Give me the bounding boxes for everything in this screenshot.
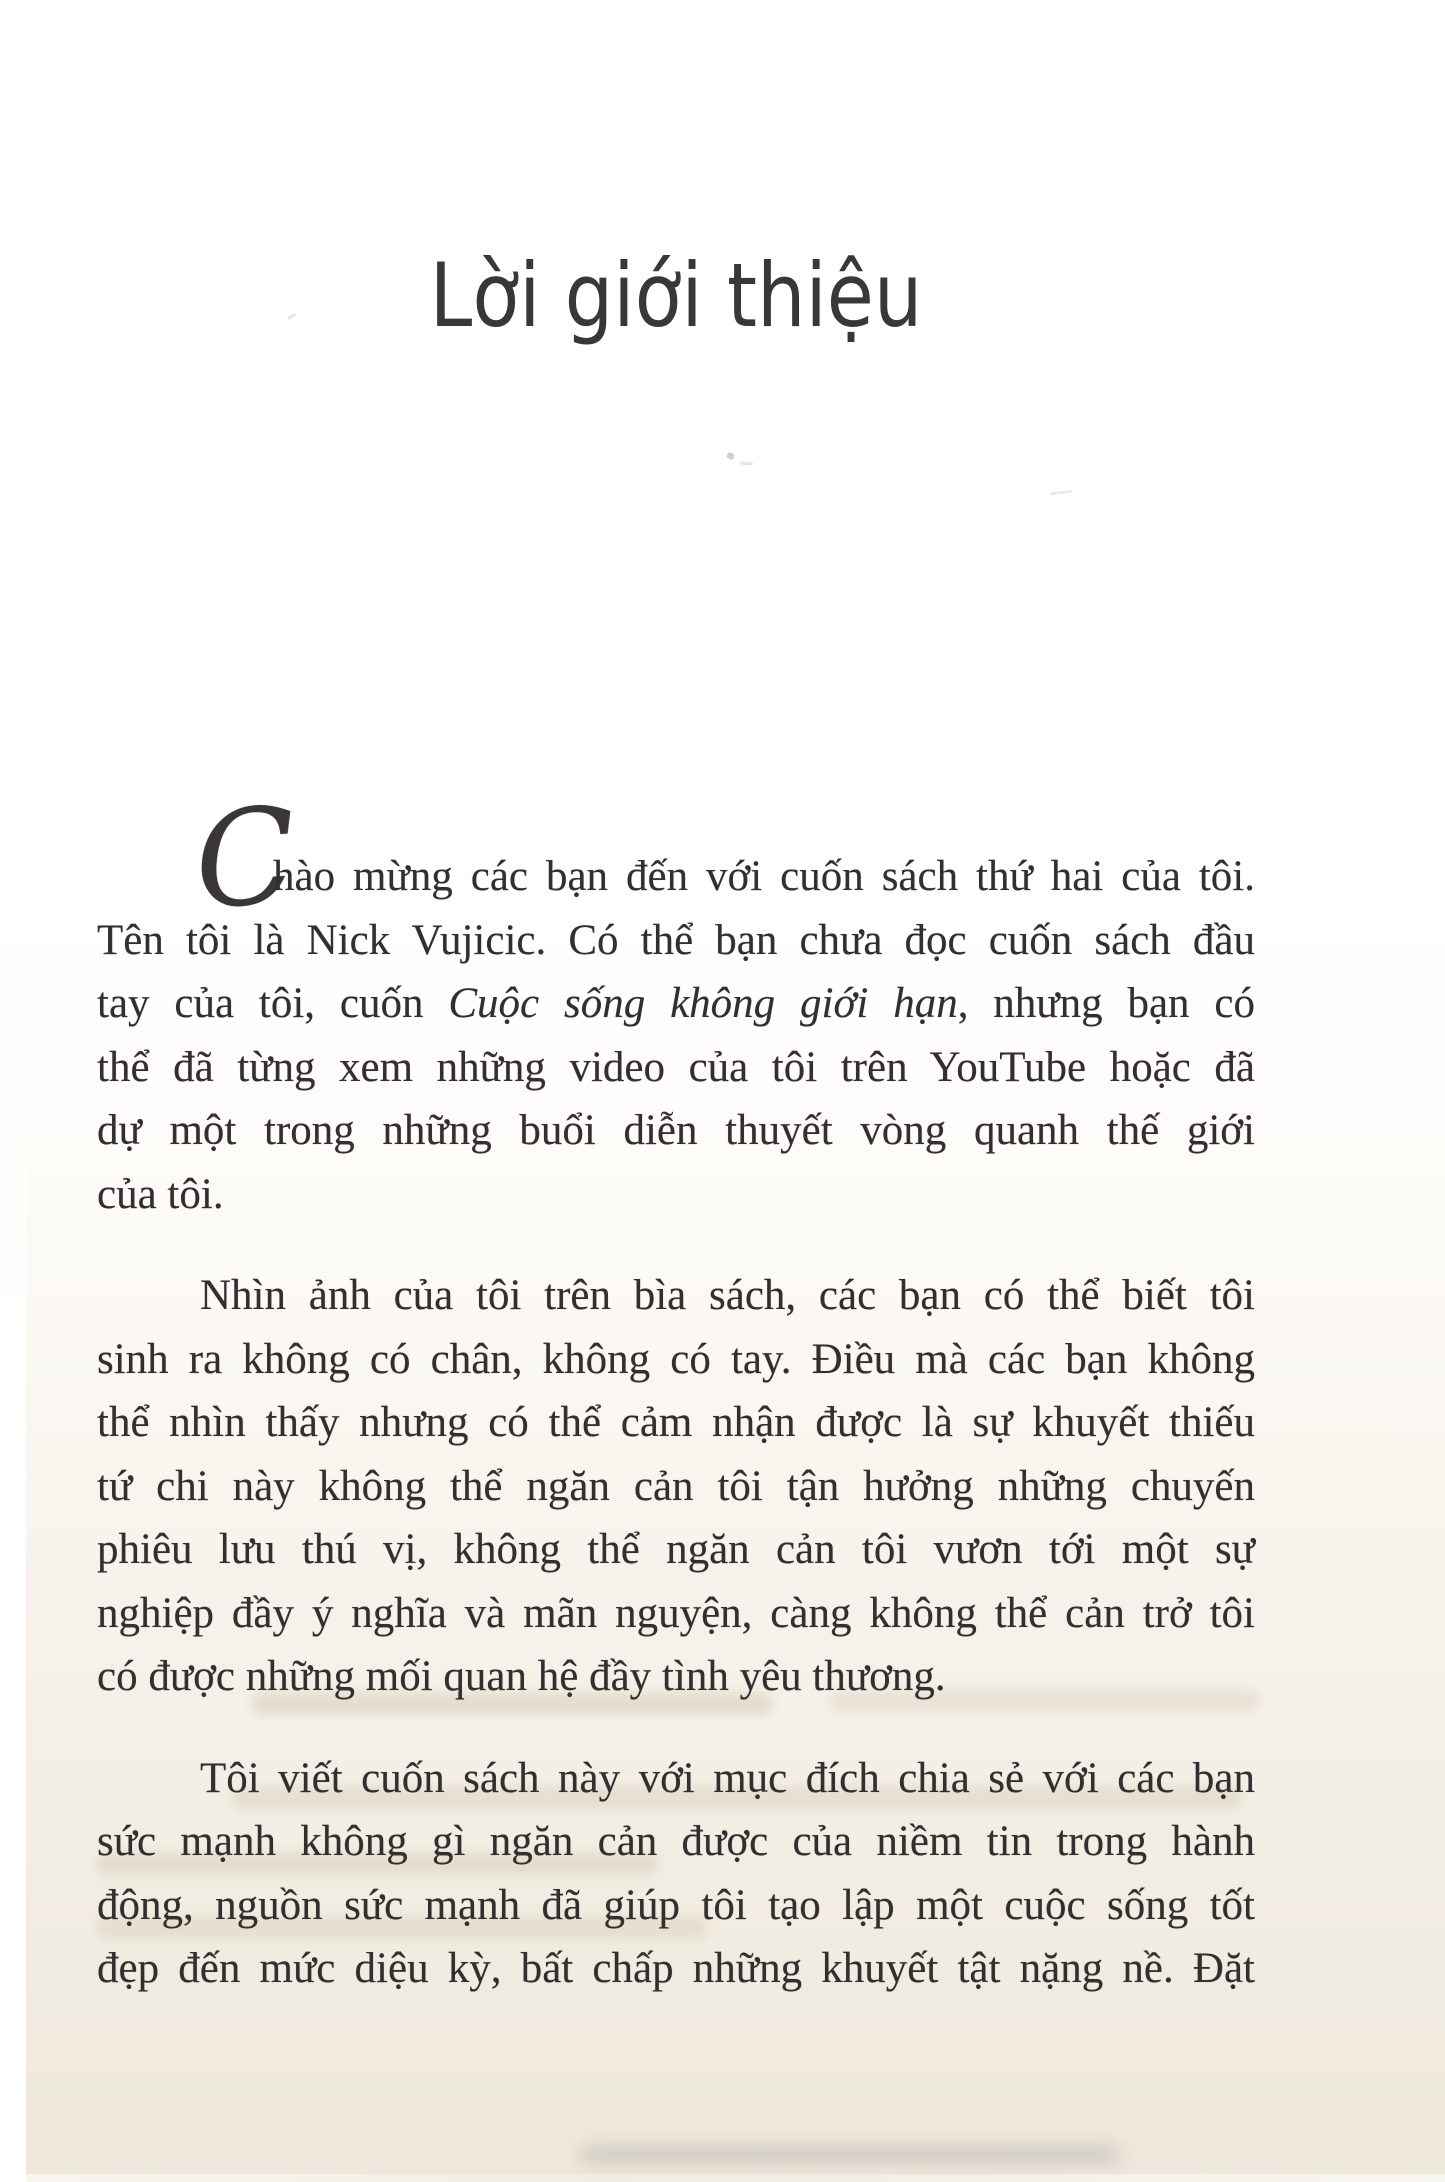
text-line [97, 909, 1255, 973]
text-segment: động, nguồn sức mạnh đã giúp tôi tạo lập một cuộc sống tốt [97, 1881, 1255, 1929]
paragraph [97, 1264, 1255, 1709]
text-line [97, 1391, 1255, 1455]
text-line [97, 1099, 1255, 1163]
dropcap-letter: C [189, 778, 302, 940]
text-line [97, 845, 1255, 909]
paragraph [97, 845, 1255, 1226]
book-title-italic: Cuộc sống không giới hạn [448, 980, 958, 1027]
text-segment: , nhưng bạn có [957, 980, 1255, 1027]
text-line [97, 1747, 1255, 1811]
bleed-through-mark [580, 2146, 1120, 2163]
text-segment: của tôi. [97, 1170, 224, 1218]
text-segment: tay của tôi, cuốn [97, 980, 449, 1027]
text-segment: hào mừng các bạn đến với cuốn sách thứ hai của tôi. [273, 853, 1255, 900]
text-line [97, 1264, 1255, 1328]
text-line [97, 1455, 1255, 1519]
text-segment: thể nhìn thấy nhưng có thể cảm nhận được là sự khuyết thiếu [97, 1399, 1255, 1446]
text-segment: nghiệp đầy ý nghĩa và mãn nguyện, càng không thể cản trở tôi [97, 1589, 1255, 1637]
scan-edge-left [0, 873, 26, 2182]
body-text [97, 778, 1255, 2001]
text-line [97, 1645, 1255, 1709]
text-segment: có được những mối quan hệ đầy tình yêu thương. [97, 1653, 946, 1700]
text-line [97, 1328, 1255, 1392]
paragraph [97, 1747, 1255, 2001]
text-line [97, 1518, 1255, 1582]
text-line [97, 1810, 1255, 1874]
dust-speck [1050, 490, 1072, 496]
text-segment: Tên tôi là Nick Vujicic. Có thể bạn chưa đọc cuốn sách đầu [97, 916, 1255, 964]
text-segment: Tôi viết cuốn sách này với mục đích chia sẻ với các bạn [200, 1754, 1255, 1802]
text-segment: thể đã từng xem những video của tôi trên YouTube hoặc đã [97, 1043, 1255, 1091]
text-segment: đẹp đến mức diệu kỳ, bất chấp những khuyết tật nặng nề. Đặt [97, 1945, 1255, 1992]
chapter-title: Lời giới thiệu [429, 244, 923, 347]
text-line [97, 1582, 1255, 1646]
text-line [97, 1036, 1255, 1100]
text-segment: sức mạnh không gì ngăn cản được của niềm tin trong hành [97, 1818, 1255, 1865]
scan-edge-bottom [0, 2174, 1445, 2182]
dust-speck [740, 462, 753, 466]
text-line [97, 972, 1255, 1036]
text-segment: tứ chi này không thể ngăn cản tôi tận hưởng những chuyến [97, 1462, 1255, 1510]
text-segment: Nhìn ảnh của tôi trên bìa sách, các bạn có thể biết tôi [200, 1272, 1255, 1319]
text-segment: sinh ra không có chân, không có tay. Điều mà các bạn không [97, 1335, 1255, 1383]
dust-speck [726, 452, 735, 460]
text-line [97, 1874, 1255, 1938]
text-line [97, 1937, 1255, 2001]
text-segment: phiêu lưu thú vị, không thể ngăn cản tôi vươn tới một sự [97, 1526, 1255, 1573]
text-segment: dự một trong những buổi diễn thuyết vòng quanh thế giới [97, 1107, 1255, 1154]
text-line [97, 1163, 1255, 1227]
